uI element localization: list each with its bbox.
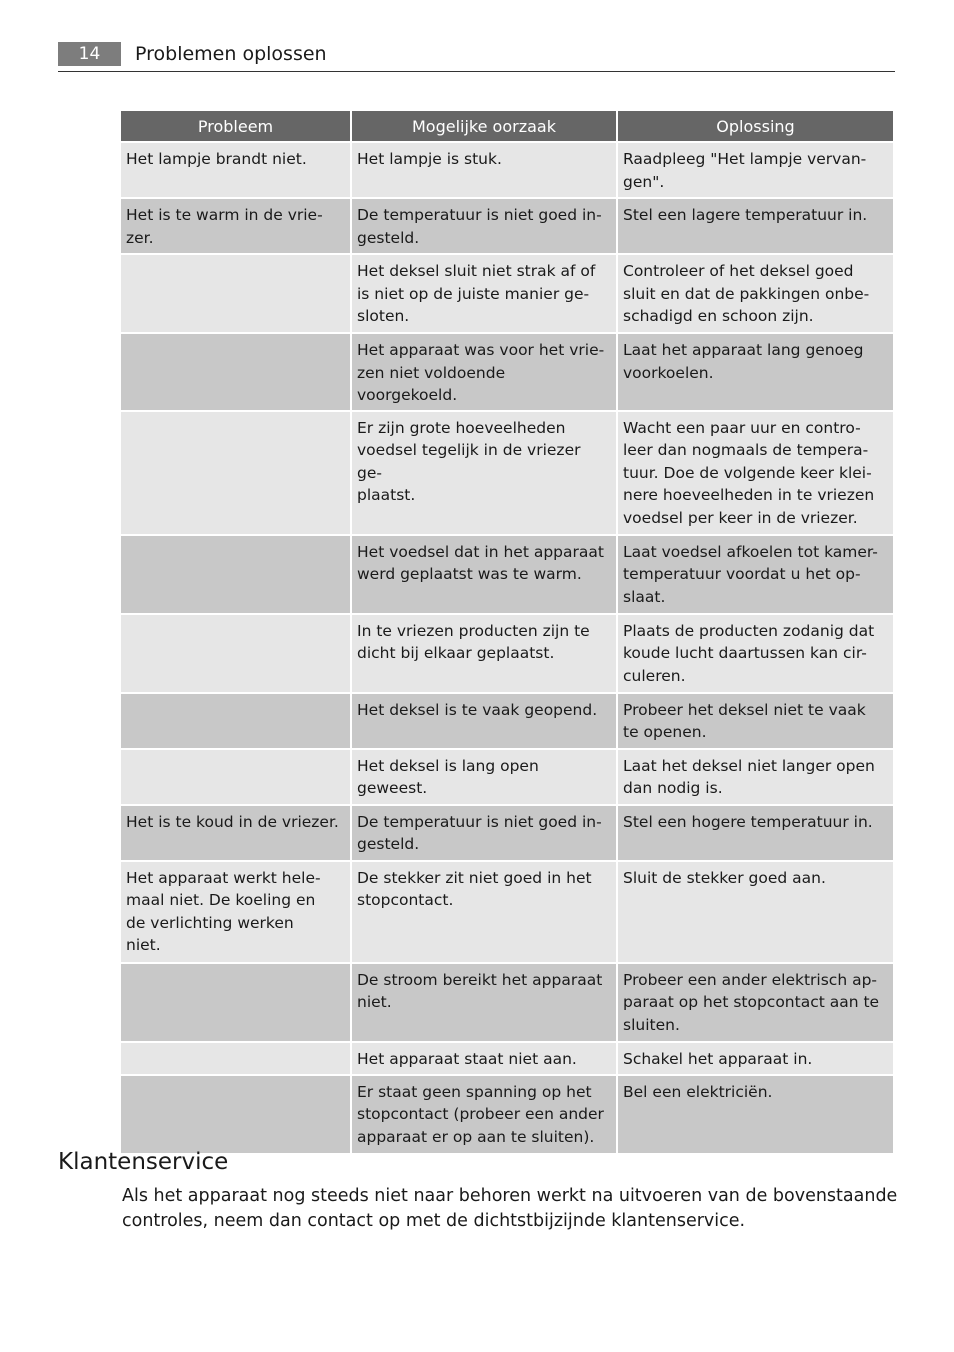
solution-cell: Controleer of het deksel goed sluit en dat de pakkingen onbe- schadigd en schoon zijn. — [618, 255, 893, 332]
problem-cell — [121, 536, 350, 613]
cause-cell: De stroom bereikt het apparaat niet. — [352, 964, 616, 1041]
solution-cell: Schakel het apparaat in. — [618, 1043, 893, 1074]
problem-cell — [121, 694, 350, 748]
table-row — [121, 1076, 893, 1153]
solution-cell: Bel een elektriciën. — [618, 1076, 893, 1153]
cause-cell: Het voedsel dat in het apparaat werd geplaatst was te warm. — [352, 536, 616, 613]
solution-cell: Probeer een ander elektrisch ap- paraat op het stopcontact aan te sluiten. — [618, 964, 893, 1041]
cause-cell: Het apparaat was voor het vrie- zen niet voldoende voorgekoeld. — [352, 334, 616, 410]
problem-cell: Het lampje brandt niet. — [121, 143, 350, 197]
table-row — [121, 615, 893, 692]
solution-cell: Laat het deksel niet langer open dan nodig is. — [618, 750, 893, 804]
cause-cell: Het deksel is lang open geweest. — [352, 750, 616, 804]
solution-cell: Laat het apparaat lang genoeg voorkoelen. — [618, 334, 893, 410]
cause-cell: De temperatuur is niet goed in- gesteld. — [352, 806, 616, 860]
cause-cell: Er staat geen spanning op het stopcontact (probeer een ander apparaat er op aan te sluiten). — [352, 1076, 616, 1153]
table-row — [121, 536, 893, 613]
solution-cell: Sluit de stekker goed aan. — [618, 862, 893, 962]
cause-cell: Het apparaat staat niet aan. — [352, 1043, 616, 1074]
table-row — [121, 334, 893, 410]
problem-cell: Het apparaat werkt hele- maal niet. De koeling en de verlichting werken niet. — [121, 862, 350, 962]
column-header-problem: Probleem — [121, 111, 350, 141]
cause-cell: De temperatuur is niet goed in- gesteld. — [352, 199, 616, 253]
solution-cell: Laat voedsel afkoelen tot kamer- temperatuur voordat u het op- slaat. — [618, 536, 893, 613]
cause-cell: Het deksel is te vaak geopend. — [352, 694, 616, 748]
troubleshooting-table — [119, 109, 895, 1155]
cause-cell: Er zijn grote hoeveelheden voedsel tegelijk in de vriezer ge- plaatst. — [352, 412, 616, 534]
service-heading: Klantenservice — [58, 1149, 229, 1175]
problem-cell: Het is te warm in de vrie- zer. — [121, 199, 350, 253]
solution-cell: Probeer het deksel niet te vaak te openen. — [618, 694, 893, 748]
table-row — [121, 412, 893, 534]
table-row — [121, 806, 893, 860]
problem-cell — [121, 255, 350, 332]
solution-cell: Stel een lagere temperatuur in. — [618, 199, 893, 253]
table-row — [121, 255, 893, 332]
column-header-solution: Oplossing — [618, 111, 893, 141]
table-row — [121, 143, 893, 197]
problem-cell — [121, 1043, 350, 1074]
problem-cell: Het is te koud in de vriezer. — [121, 806, 350, 860]
table-row — [121, 694, 893, 748]
table-row — [121, 1043, 893, 1074]
problem-cell — [121, 615, 350, 692]
service-paragraph: Als het apparaat nog steeds niet naar behoren werkt na uitvoeren van de bovenstaande controles, neem dan contact op met de dichtstbijzijnde klantenservice. — [122, 1186, 898, 1231]
table-row — [121, 862, 893, 962]
solution-cell: Wacht een paar uur en contro- leer dan nogmaals de tempera- tuur. Doe de volgende keer klei- nere hoeveelheden in te vriezen voedsel per keer in de vriezer. — [618, 412, 893, 534]
column-header-cause: Mogelijke oorzaak — [352, 111, 616, 141]
solution-cell: Raadpleeg "Het lampje vervan- gen". — [618, 143, 893, 197]
section-title: Problemen oplossen — [135, 43, 327, 65]
cause-cell: De stekker zit niet goed in het stopcontact. — [352, 862, 616, 962]
table-row — [121, 750, 893, 804]
cause-cell: In te vriezen producten zijn te dicht bij elkaar geplaatst. — [352, 615, 616, 692]
cause-cell: Het lampje is stuk. — [352, 143, 616, 197]
solution-cell: Stel een hogere temperatuur in. — [618, 806, 893, 860]
problem-cell — [121, 334, 350, 410]
problem-cell — [121, 412, 350, 534]
problem-cell — [121, 750, 350, 804]
problem-cell — [121, 1076, 350, 1153]
page-number: 14 — [58, 42, 121, 66]
cause-cell: Het deksel sluit niet strak af of is niet op de juiste manier ge- sloten. — [352, 255, 616, 332]
problem-cell — [121, 964, 350, 1041]
table-row — [121, 964, 893, 1041]
table-row — [121, 199, 893, 253]
table-header-row — [121, 111, 893, 141]
page-header — [58, 41, 895, 72]
solution-cell: Plaats de producten zodanig dat koude lucht daartussen kan cir- culeren. — [618, 615, 893, 692]
